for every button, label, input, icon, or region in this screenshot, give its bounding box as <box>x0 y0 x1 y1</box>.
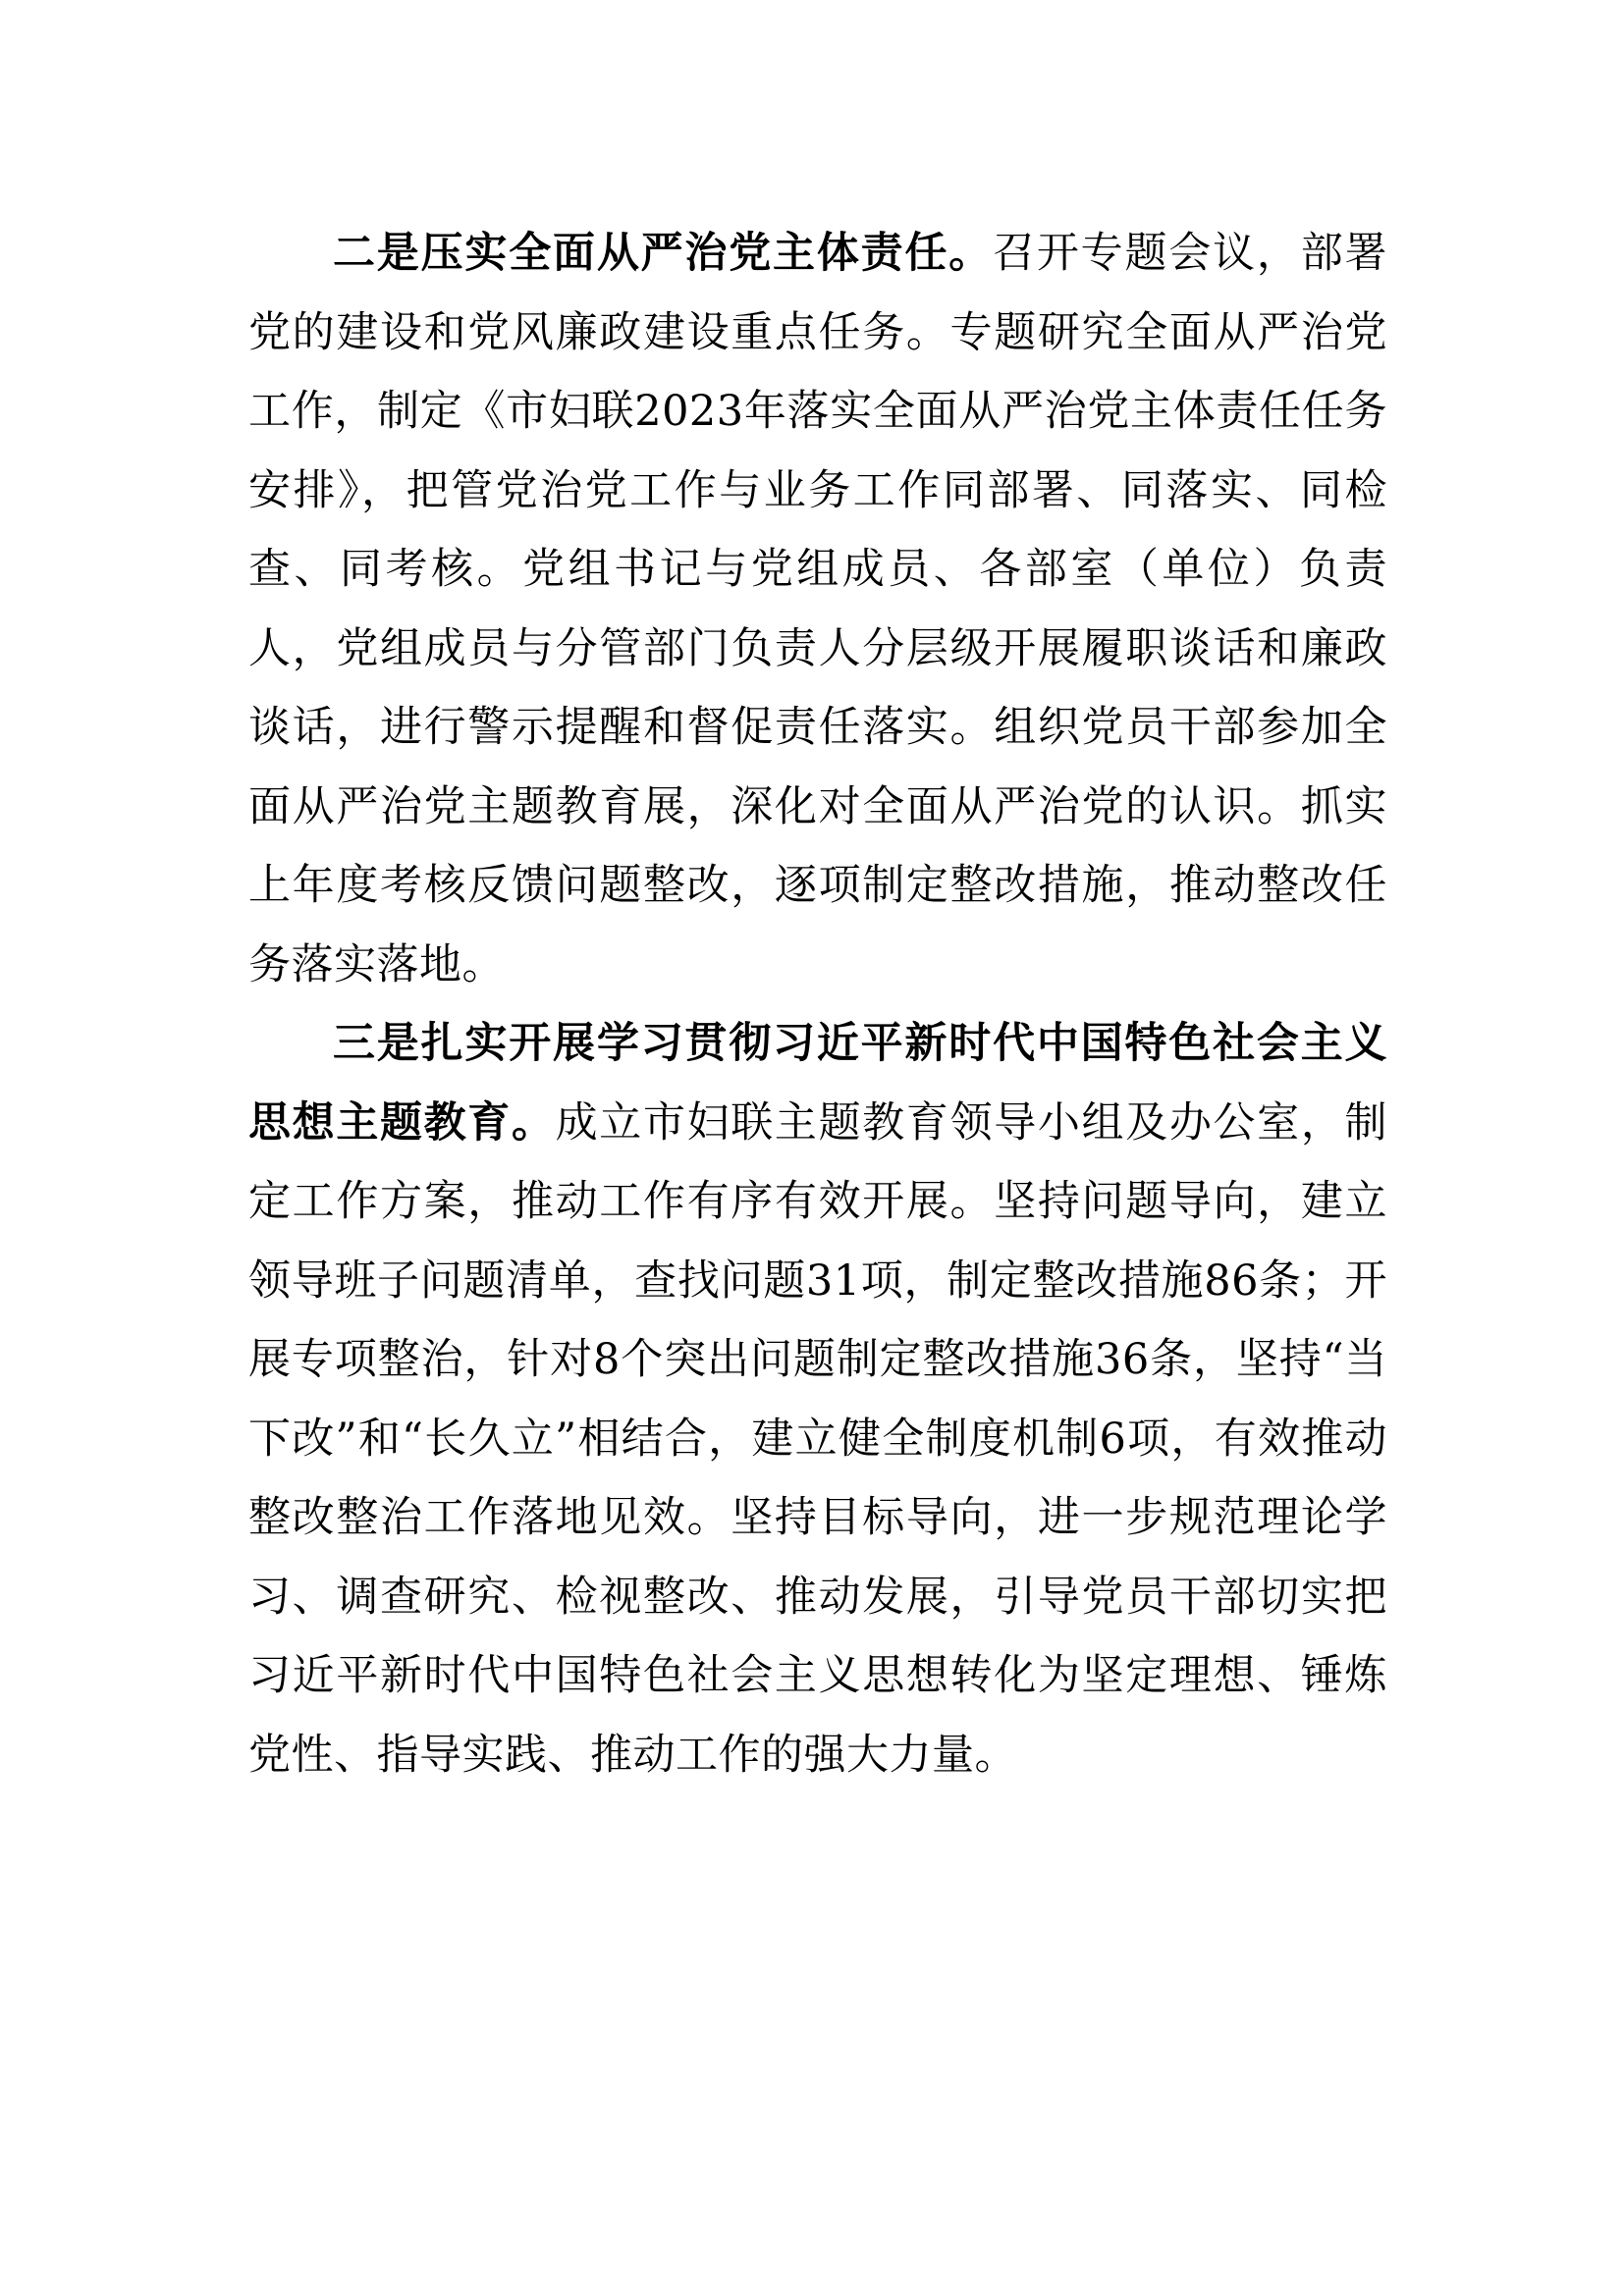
paragraph-text: 召开专题会议，部署党的建设和党风廉政建设重点任务。专题研究全面从严治党工作，制定《市妇联2023年落实全面从严治党主体责任任务安排》，把管党治党工作与业务工作同部署、同落实、同检查、同考核。党组书记与党组成员、各部室（单位）负责人，党组成员与分管部门负责人分层级开展履职谈话和廉政谈话，进行警示提醒和督促责任落实。组织党员干部参加全面从严治党主题教育展，深化对全面从严治党的认识。抓实上年度考核反馈问题整改，逐项制定整改措施，推动整改任务落实落地。 <box>248 229 1388 989</box>
document-body <box>248 214 1387 1794</box>
paragraph-theme-education <box>248 1004 1387 1794</box>
paragraph-party-responsibility <box>248 214 1387 1004</box>
paragraph-heading: 二是压实全面从严治党主体责任。 <box>333 229 994 278</box>
paragraph-heading: 三是扎实开展学习贯彻习近平新时代中国特色社会主义思想主题教育。 <box>248 1019 1387 1148</box>
paragraph-text: 成立市妇联主题教育领导小组及办公室，制定工作方案，推动工作有序有效开展。坚持问题导向，建立领导班子问题清单，查找问题31项，制定整改措施86条；开展专项整治，针对8个突出问题制定整改措施36条，坚持“当下改”和“长久立”相结合，建立健全制度机制6项，有效推动整改整治工作落地见效。坚持目标导向，进一步规范理论学习、调查研究、检视整改、推动发展，引导党员干部切实把习近平新时代中国特色社会主义思想转化为坚定理想、锤炼党性、指导实践、推动工作的强大力量。 <box>248 1097 1388 1780</box>
